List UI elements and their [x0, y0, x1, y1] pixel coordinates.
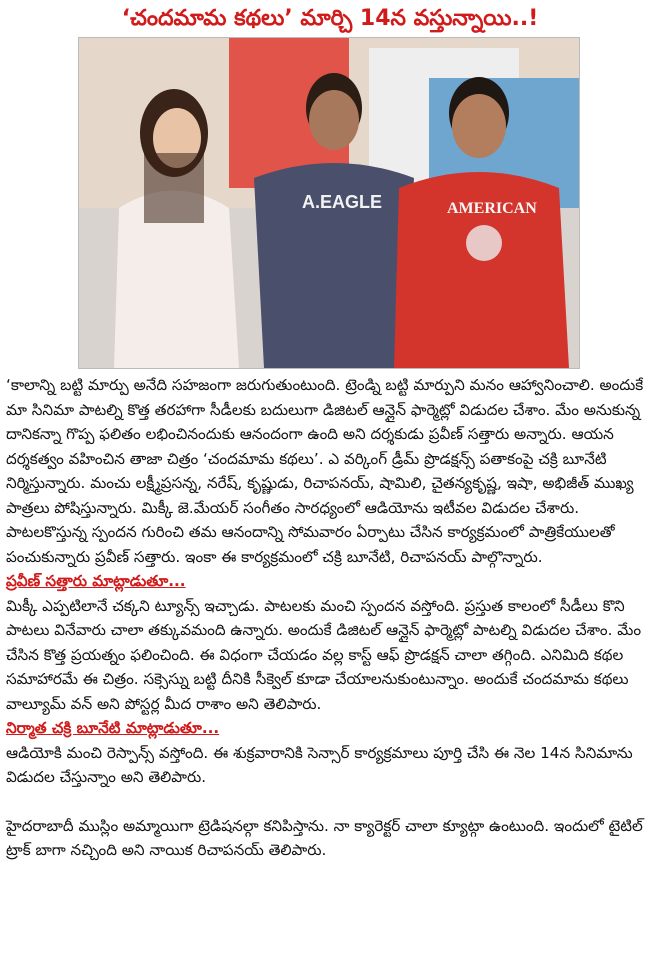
- event-photo-illustration: [79, 38, 579, 368]
- section-director: [6, 569, 658, 716]
- section-producer-text: ఆడియోకి మంచి రెస్పాన్స్ వస్తోంది. ఈ శుక్రవారానికి సెన్సార్ కార్యక్రమాలు పూర్తి చేసి ఈ నెల 14న సినిమాను విడుదల చేస్తున్నాం అని తెలిపారు.: [6, 743, 633, 786]
- intro-paragraph: ‘కాలాన్ని బట్టి మార్పు అనేది సహజంగా జరుగుతుంటుంది. ట్రెండ్ని బట్టి మార్పుని మనం ఆహ్వానించాలి. అందుకే మా సినిమా పాటల్ని కొత్త తరహాగా సీడీలకు బదులుగా డిజిటల్ ఆన్లైన్ ఫార్మెట్లో విడుదల చేశాం. మేం అనుకున్న దానికన్నా గొప్ప ఫలితం లభించినందుకు ఆనందంగా ఉంది అని దర్శకుడు ప్రవీణ్ సత్తారు అన్నారు. ఆయన దర్శకత్వం వహించిన తాజా చిత్రం ‘చందమామ కథలు’. ఎ వర్కింగ్ డ్రీమ్ ప్రొడక్షన్స్ పతాకంపై చక్రి బూనేటి నిర్మిస్తున్నారు. మంచు లక్ష్మీప్రసన్న, నరేష్, కృష్ణుడు, రిచాపనయ్, షామిలి, చైతన్యకృష్ణ, ఇషా, అభిజీత్ ముఖ్య పాత్రలు పోషిస్తున్నారు. మిక్కీ జె.మేయర్ సంగీతం సారధ్యంలో ఆడియోను ఇటీవల విడుదల చేశారు. పాటలకొస్తున్న స్పందన గురించి తమ ఆనందాన్ని సోమవారం ఏర్పాటు చేసిన కార్యక్రమంలో పాత్రికేయులతో పంచుకున్నారు ప్రవీణ్ సత్తారు. ఇంకా ఈ కార్యక్రమంలో చక్రి బూనేటి, రిచాపనయ్ పాల్గొన్నారు.: [6, 376, 644, 566]
- section-director-heading: ప్రవీణ్ సత్తారు మాట్లాడుతూ...: [6, 572, 186, 590]
- section-producer-heading: నిర్మాత చక్రి బూనేటి మాట్లాడుతూ...: [6, 719, 220, 737]
- article-body: [6, 373, 658, 863]
- event-photo: [78, 37, 580, 369]
- section-producer: [6, 716, 658, 790]
- closing-paragraph: హైదరాబాదీ ముస్లిం అమ్మాయిగా ట్రెడిషనల్గా కనిపిస్తాను. నా క్యారెక్టర్ చాలా క్యూట్గా ఉంటుంది. ఇందులో టైటిల్ ట్రాక్ బాగా నచ్చింది అని నాయిక రిచాపనయ్ తెలిపారు.: [6, 816, 643, 859]
- section-director-text: మిక్కీ ఎప్పటిలానే చక్కని ట్యూన్స్ ఇచ్చాడు. పాటలకు మంచి స్పందన వస్తోంది. ప్రస్తుత కాలంలో సీడీలు కొని పాటలు వినేవారు చాలా తక్కువమంది ఉన్నారు. అందుకే డిజిటల్ ఆన్లైన్ ఫార్మెట్లో పాటల్ని విడుదల చేశాం. మేం చేసిన కొత్త ప్రయత్నం ఫలించింది. ఈ విధంగా చేయడం వల్ల కాస్ట్ ఆఫ్ ప్రొడక్షన్ చాలా తగ్గింది. ఎనిమిది కథల సమాహారమే ఈ చిత్రం. సక్సెస్ను బట్టి దీనికి సీక్వెల్ కూడా చేయాలనుకుంటున్నాం. అందుకే చందమామ కథలు వాల్యూమ్ వన్ అని పోస్టర్ల మీద రాశాం అని తెలిపారు.: [6, 596, 642, 713]
- shirt-text-center: A.EAGLE: [302, 192, 383, 212]
- shirt-text-right: AMERICAN: [447, 200, 537, 217]
- paragraph-spacer: [6, 790, 658, 814]
- article-headline: ‘చందమామ కథలు’ మార్చి 14న వస్తున్నాయి..!: [121, 6, 539, 31]
